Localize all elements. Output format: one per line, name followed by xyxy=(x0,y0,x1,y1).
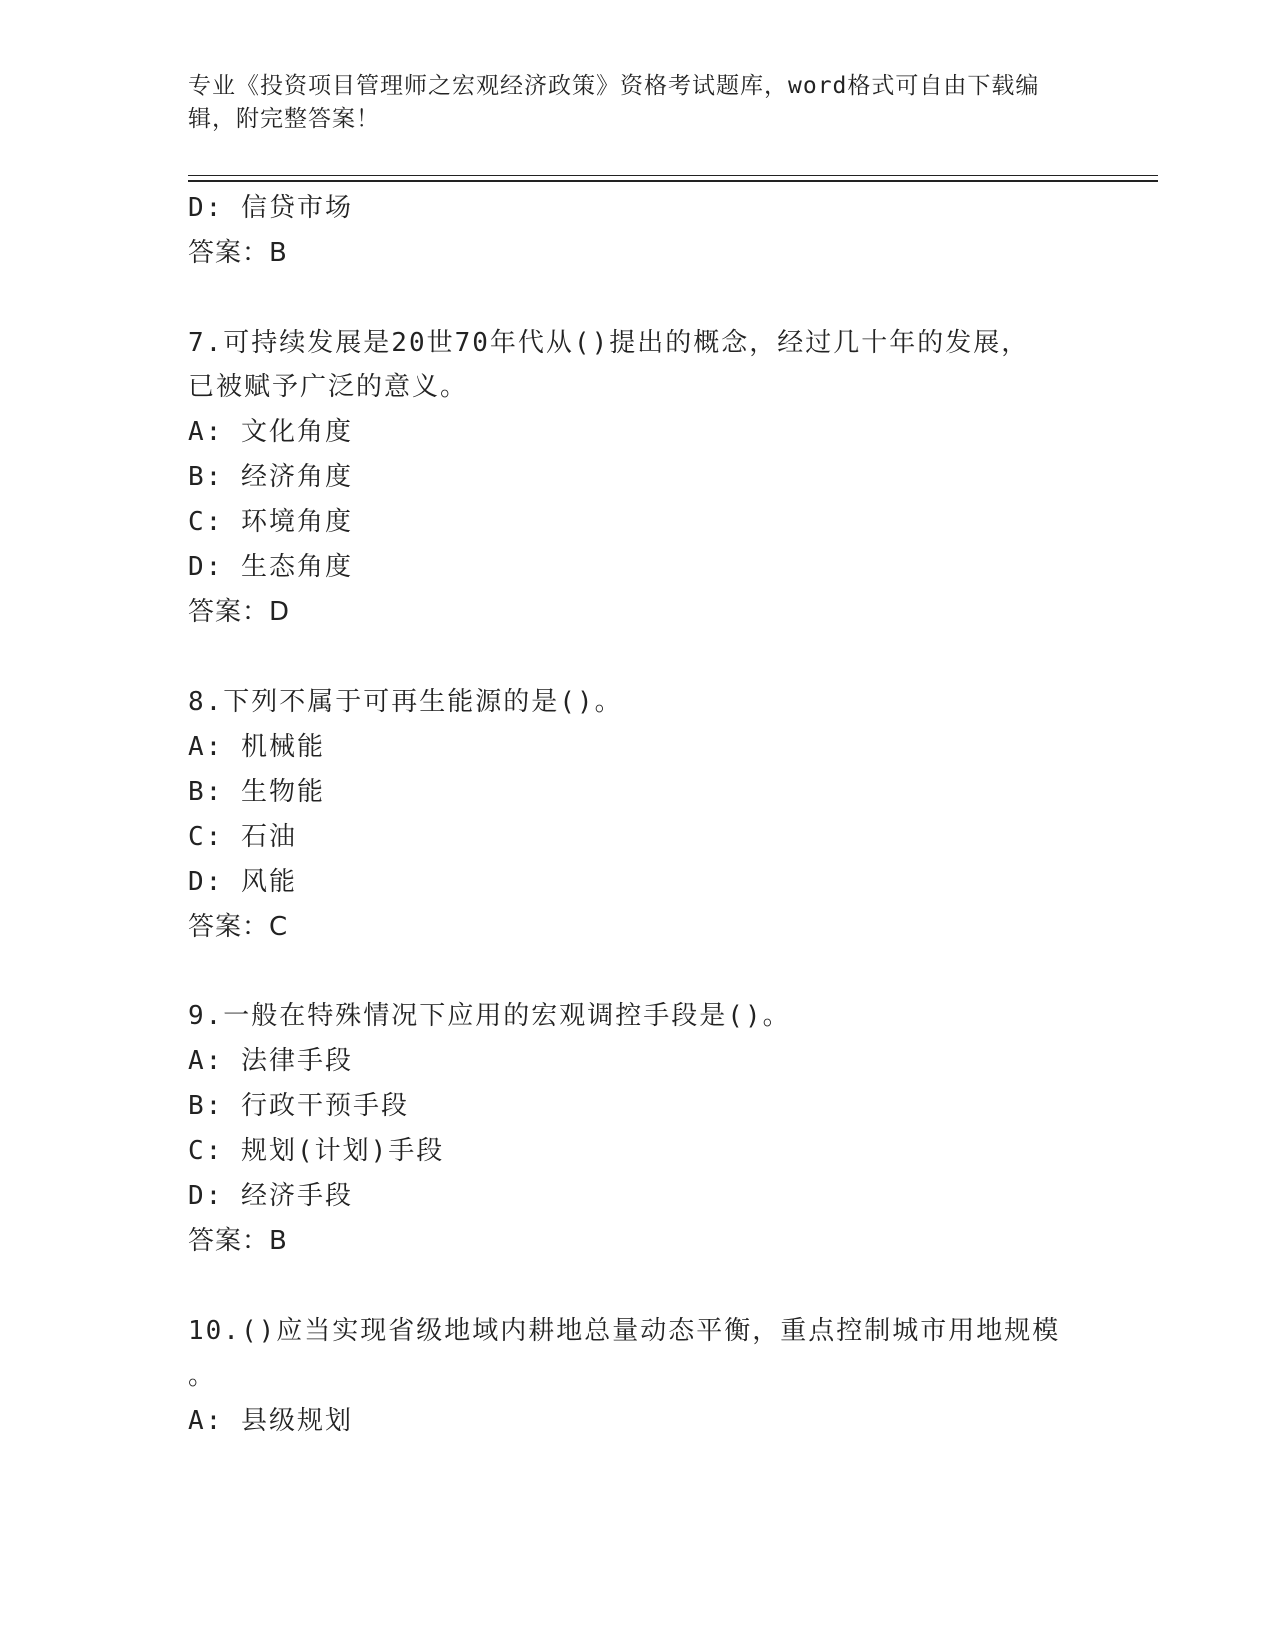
question-10-text-cont: 。 xyxy=(188,1361,217,1391)
answer-line: 答案：C xyxy=(188,912,289,942)
page-header xyxy=(188,70,1078,136)
option-a: A: 县级规划 xyxy=(188,1406,353,1436)
option-c: C: 规划(计划)手段 xyxy=(188,1136,445,1166)
option-a: A: 机械能 xyxy=(188,732,325,762)
option-a: A: 法律手段 xyxy=(188,1046,353,1076)
answer-line: 答案：D xyxy=(188,597,291,627)
question-8-text: 8.下列不属于可再生能源的是()。 xyxy=(188,687,623,717)
option-d: D: 经济手段 xyxy=(188,1181,353,1211)
option-d: D: 信贷市场 xyxy=(188,193,353,223)
option-a: A: 文化角度 xyxy=(188,417,353,447)
question-7-text-cont: 已被赋予广泛的意义。 xyxy=(188,372,469,402)
option-b: B: 生物能 xyxy=(188,777,325,807)
option-d: D: 风能 xyxy=(188,867,297,897)
option-b: B: 行政干预手段 xyxy=(188,1091,409,1121)
answer-line: 答案：B xyxy=(188,238,288,268)
option-d: D: 生态角度 xyxy=(188,552,353,582)
header-rule-thick xyxy=(188,180,1158,182)
header-line-1: 专业《投资项目管理师之宏观经济政策》资格考试题库，word格式可自由下载编 xyxy=(188,73,1040,99)
question-7-text: 7.可持续发展是20世70年代从()提出的概念，经过几十年的发展， xyxy=(188,328,1030,358)
header-rule-thin xyxy=(188,175,1158,176)
answer-line: 答案：B xyxy=(188,1226,288,1256)
header-line-2: 辑，附完整答案！ xyxy=(188,106,380,132)
option-b: B: 经济角度 xyxy=(188,462,353,492)
question-10-text: 10.()应当实现省级地域内耕地总量动态平衡，重点控制城市用地规模 xyxy=(188,1316,1061,1346)
option-c: C: 石油 xyxy=(188,822,297,852)
question-9-text: 9.一般在特殊情况下应用的宏观调控手段是()。 xyxy=(188,1001,791,1031)
option-c: C: 环境角度 xyxy=(188,507,353,537)
